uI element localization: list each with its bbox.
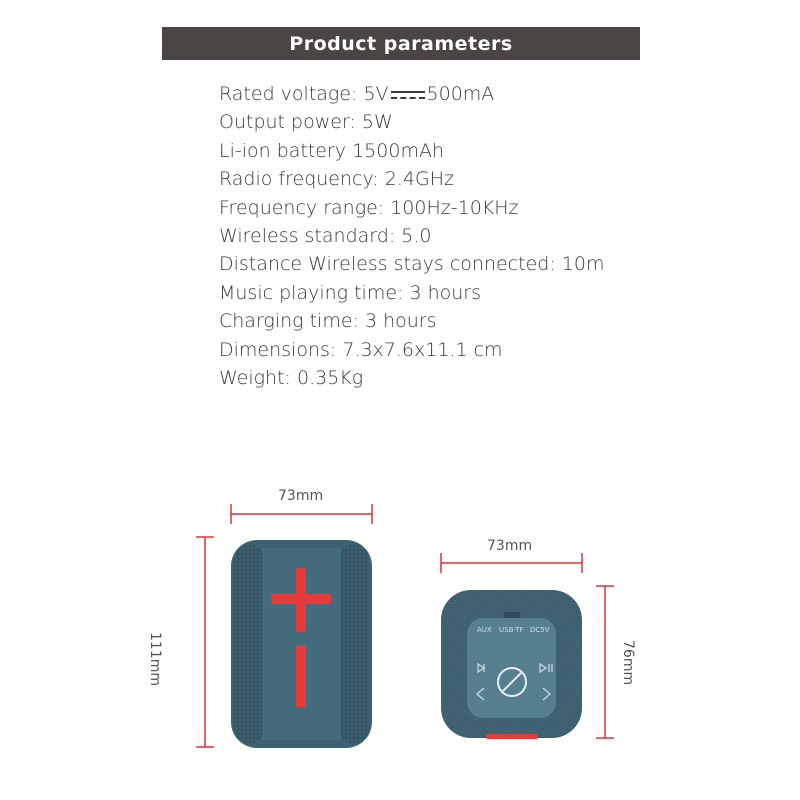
port-label-aux: AUX	[477, 626, 492, 634]
banner-title: Product parameters	[289, 32, 513, 55]
spec-item: Music playing time: 3 hours	[219, 281, 482, 304]
bottom-depth-label: 76mm	[620, 640, 636, 686]
spec-item: Charging time: 3 hours	[219, 310, 437, 333]
spec-item: Li-ion battery 1500mAh	[219, 139, 444, 162]
bottom-width-label: 73mm	[487, 538, 533, 554]
spec-suffix: 500mA	[426, 83, 495, 105]
spec-item: Frequency range: 100Hz-10KHz	[219, 196, 519, 219]
front-width-label: 73mm	[278, 488, 324, 504]
bottom-width-dimension	[441, 553, 582, 573]
spec-item: Distance Wireless stays connected: 10m	[219, 253, 605, 276]
front-width-dimension	[231, 504, 372, 524]
port-label-usb-tf: USB-TF	[499, 626, 524, 634]
spec-item: Output power: 5W	[219, 111, 393, 134]
front-height-dimension	[196, 537, 214, 747]
spec-label: Rated voltage: 5V	[219, 83, 389, 105]
bottom-speaker	[441, 590, 582, 739]
volume-down-icon	[296, 645, 306, 707]
spec-item: Dimensions: 7.3x7.6x11.1 cm	[219, 338, 503, 361]
front-speaker	[231, 540, 372, 748]
spec-item: Radio frequency: 2.4GHz	[219, 168, 454, 191]
port-label-dc5v: DC5V	[530, 626, 550, 634]
front-view	[196, 504, 372, 748]
front-height-label: 111mm	[147, 632, 163, 686]
bottom-view	[441, 553, 614, 739]
spec-item: Weight: 0.35Kg	[219, 366, 364, 389]
spec-item: Wireless standard: 5.0	[219, 224, 432, 247]
bottom-depth-dimension	[596, 586, 614, 738]
